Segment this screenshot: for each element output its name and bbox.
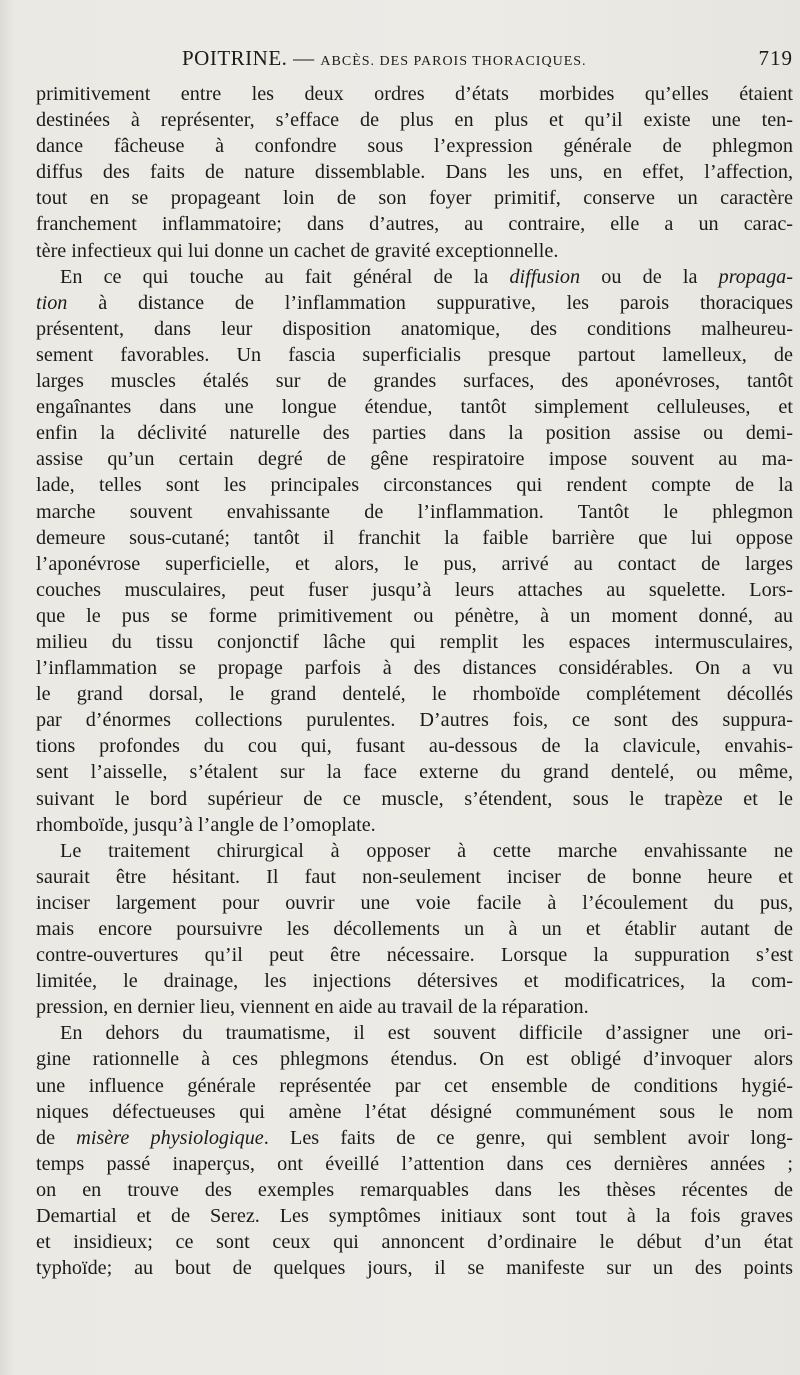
text-line: temps passé inaperçus, ont éveillé l’attention dans ces dernières années ; <box>36 1152 793 1175</box>
text-line: sement favorables. Un fascia superficialis presque partout lamelleux, de <box>36 343 793 366</box>
italic-term-misere-physiologique: misère physiologique <box>76 1126 264 1149</box>
text-line: larges muscles étalés sur de grandes surfaces, des aponévroses, tantôt <box>36 370 793 393</box>
text-run: de <box>36 1126 77 1149</box>
text-line: tère infectieux qui lui donne un cachet de gravité exceptionnelle. <box>36 239 559 262</box>
running-title <box>182 46 587 71</box>
text-line <box>36 264 793 290</box>
running-title-sub: ABCÈS. DES PAROIS THORACIQUES. <box>320 54 587 69</box>
page-header <box>36 46 793 74</box>
paragraph-4 <box>36 1020 793 1281</box>
text-line: le grand dorsal, le grand dentelé, le rhomboïde complétement décollés <box>36 683 793 706</box>
text-line: assise qu’un certain degré de gêne respiratoire impose souvent au ma- <box>36 448 793 471</box>
text-line: saurait être hésitant. Il faut non-seulement inciser de bonne heure et <box>36 865 793 888</box>
paragraph-3 <box>36 838 793 1021</box>
text-line: tions profondes du cou qui, fusant au-dessous de la clavicule, envahis- <box>36 735 793 758</box>
text-line: En dehors du traumatisme, il est souvent difficile d’assigner une ori- <box>60 1022 793 1045</box>
text-line: couches musculaires, peut fuser jusqu’à leurs attaches au squelette. Lors- <box>36 578 793 601</box>
text-run: . Les faits de ce genre, qui semblent avoir long- <box>263 1126 793 1149</box>
text-line: franchement inflammatoire; dans d’autres, au contraire, elle a un carac- <box>36 213 793 236</box>
running-title-separator: — <box>287 46 321 70</box>
body-text <box>36 81 793 1281</box>
text-line: dance fâcheuse à confondre sous l’expression générale de phlegmon <box>36 135 793 158</box>
text-line: inciser largement pour ouvrir une voie facile à l’écoulement du pus, <box>36 891 793 914</box>
text-line: rhomboïde, jusqu’à l’angle de l’omoplate. <box>36 813 376 836</box>
text-line: une influence générale représentée par cet ensemble de conditions hygié- <box>36 1074 793 1097</box>
text-line: suivant le bord supérieur de ce muscle, s’étendent, sous le trapèze et le <box>36 787 793 810</box>
text-line: Le traitement chirurgical à opposer à cette marche envahissante ne <box>60 839 793 862</box>
text-line: tout en se propageant loin de son foyer primitif, conserve un caractère <box>36 187 793 210</box>
text-line: gine rationnelle à ces phlegmons étendus. On est obligé d’invoquer alors <box>36 1048 793 1071</box>
text-line: présentent, dans leur disposition anatomique, des conditions malheureu- <box>36 317 793 340</box>
text-line <box>36 290 793 316</box>
paragraph-1 <box>36 81 793 264</box>
text-line: typhoïde; au bout de quelques jours, il se manifeste sur un des points <box>36 1257 793 1280</box>
italic-term-diffusion: diffusion <box>509 265 581 288</box>
text-line: par d’énormes collections purulentes. D’autres fois, ce sont des suppura- <box>36 709 793 732</box>
text-line: contre-ouvertures qu’il peut être nécessaire. Lorsque la suppuration s’est <box>36 944 793 967</box>
text-line: et insidieux; ce sont ceux qui annoncent d’ordinaire le début d’un état <box>36 1231 793 1254</box>
text-run: En ce qui touche au fait général de la <box>60 265 510 288</box>
text-line: limitée, le drainage, les injections détersives et modificatrices, la com- <box>36 970 793 993</box>
text-run: à distance de l’inflammation suppurative, les parois thoraciques <box>67 291 793 314</box>
running-title-main: POITRINE. <box>182 46 288 70</box>
text-line: enfin la déclivité naturelle des parties dans la position assise ou demi- <box>36 422 793 445</box>
italic-term-propagation-end: tion <box>36 291 68 314</box>
text-line <box>36 1125 793 1151</box>
text-line: diffus des faits de nature dissemblable. Dans les uns, en effet, l’affection, <box>36 161 793 184</box>
text-line: on en trouve des exemples remarquables dans les thèses récentes de <box>36 1178 793 1201</box>
text-line: l’aponévrose superficielle, et alors, le pus, arrivé au contact de larges <box>36 552 793 575</box>
text-line: mais encore poursuivre les décollements un à un et établir autant de <box>36 918 793 940</box>
text-line: milieu du tissu conjonctif lâche qui remplit les espaces intermusculaires, <box>36 630 793 653</box>
text-line: destinées à représenter, s’efface de plus en plus et qu’il existe une ten- <box>36 109 793 132</box>
text-line: demeure sous-cutané; tantôt il franchit la faible barrière que lui oppose <box>36 526 793 549</box>
text-line: engaînantes dans une longue étendue, tantôt simplement celluleuses, et <box>36 396 793 419</box>
text-line: pression, en dernier lieu, viennent en aide au travail de la réparation. <box>36 996 589 1019</box>
paragraph-2 <box>36 264 793 838</box>
text-line: que le pus se forme primitivement ou pénètre, à un moment donné, au <box>36 604 793 627</box>
italic-term-propagation: propaga- <box>718 265 793 288</box>
text-line: lade, telles sont les principales circonstances qui rendent compte de la <box>36 474 793 497</box>
text-line: niques défectueuses qui amène l’état désigné communément sous le nom <box>36 1100 793 1123</box>
text-line: primitivement entre les deux ordres d’états morbides qu’elles étaient <box>36 83 793 105</box>
text-line: Demartial et de Serez. Les symptômes initiaux sont tout à la fois graves <box>36 1205 793 1228</box>
text-line: sent l’aisselle, s’étalent sur la face externe du grand dentelé, ou même, <box>36 761 793 784</box>
page-number: 719 <box>758 46 793 70</box>
text-line: l’inflammation se propage parfois à des distances considérables. On a vu <box>36 657 793 680</box>
text-run: ou de la <box>580 265 719 288</box>
text-line: marche souvent envahissante de l’inflammation. Tantôt le phlegmon <box>36 500 793 523</box>
